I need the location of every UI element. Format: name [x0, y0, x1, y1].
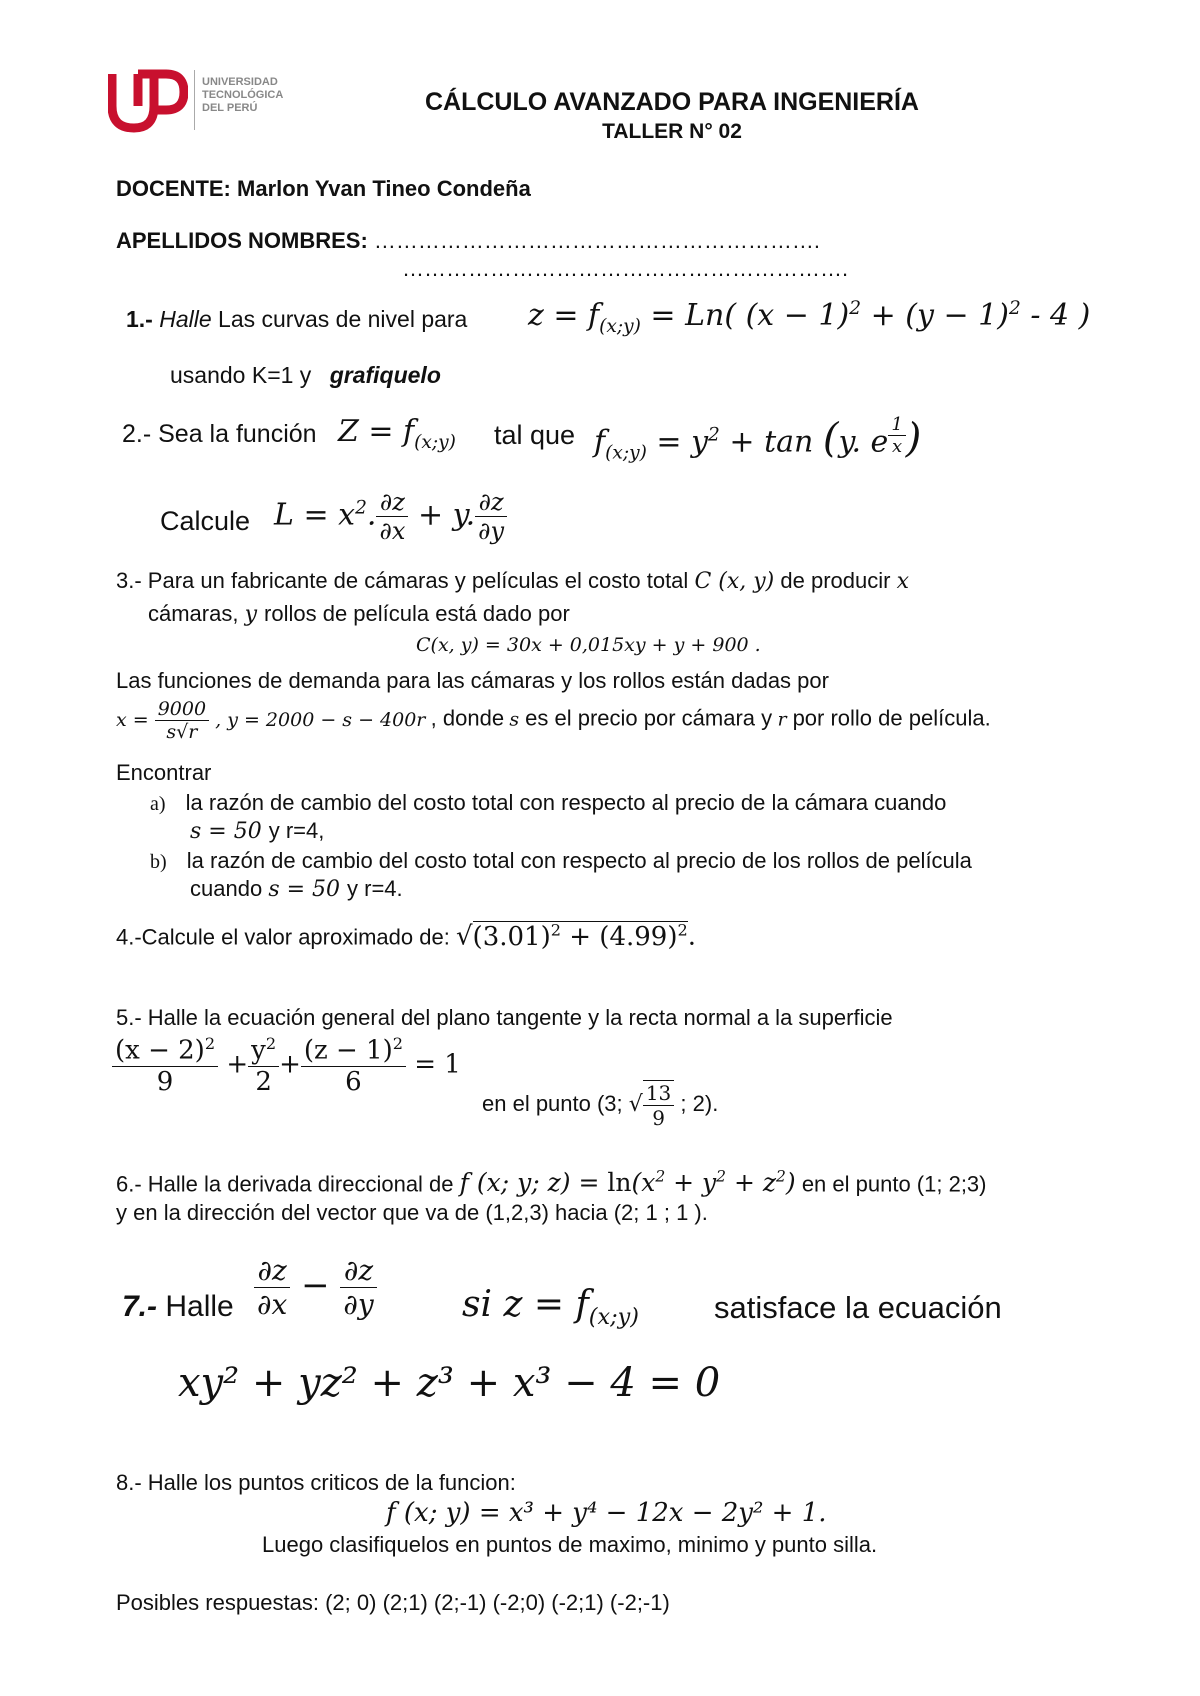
problem-3-donde-rest: es el precio por cámara y — [525, 705, 773, 731]
problem-7-number: 7.- — [122, 1290, 158, 1323]
problem-3-a — [150, 790, 946, 816]
problem-3-b-text: la razón de cambio del costo total con respecto al precio de los rollos de película — [186, 848, 972, 873]
problem-7 — [122, 1290, 234, 1324]
problem-7-halle: Halle — [165, 1290, 234, 1323]
apellidos-dots-1: ……………………………………………………. — [373, 228, 821, 253]
logo-text-line-3: DEL PERÚ — [202, 102, 258, 114]
problem-6-punto: en el punto (1; 2;3) — [801, 1171, 987, 1197]
problem-3-s-var: s — [509, 708, 526, 731]
problem-3-cost-formula: C(x, y) = 30x + 0,015xy + y + 900 . — [416, 634, 761, 656]
apellidos-line — [116, 228, 820, 254]
problem-7-derivatives: $\frac{\partial z}{\partial x}$ − $\frac{\partial z}{\partial y}$ — [254, 1254, 377, 1321]
problem-6-line1 — [116, 1168, 987, 1197]
problem-3-line1-end: de producir — [780, 568, 891, 593]
problem-4-text: 4.-Calcule el valor aproximado de: — [116, 924, 450, 950]
problem-6-text: 6.- Halle la derivada direccional de — [116, 1171, 454, 1197]
problem-1 — [126, 306, 467, 333]
problem-1-usando: usando K=1 y — [170, 362, 312, 388]
problem-2-calcule: Calcule — [160, 506, 251, 536]
problem-3-x-demand: x = $\frac{9000}{s√r}$ , y = 2000 − s − 400r — [116, 698, 426, 743]
problem-3-a-label: a) — [150, 793, 166, 815]
problem-3-donde: , donde — [430, 705, 505, 731]
docente-label: DOCENTE: — [116, 176, 231, 201]
problem-3-cost-symbol: C (x, y) — [694, 569, 775, 594]
problem-1-line2 — [170, 362, 441, 389]
problem-5-punto: en el punto (3; — [482, 1091, 623, 1116]
problem-5-surface: $\frac{(x - 2)^2}{9}$ + $\frac{y^2}{2}$ + $\frac{(z - 1)^2}{6}$ = 1 — [112, 1034, 461, 1097]
problem-2-tal-que: tal que — [494, 420, 576, 450]
problem-3-encontrar: Encontrar — [116, 760, 212, 785]
problem-7-si: si $z = f_{(x;y)}$ — [462, 1284, 639, 1331]
problem-3-rollos: rollos de película está dado por — [264, 601, 570, 626]
logo-text — [202, 76, 283, 115]
problem-6-formula: f (x; y; $z) = \ln(x^2 + y^2 + z^2)$ — [459, 1168, 796, 1198]
problem-5-text: 5.- Halle la ecuación general del plano tangente y la recta normal a la superficie — [116, 1005, 893, 1030]
problem-3-b-cond-text: y r=4. — [347, 876, 403, 901]
problem-4-formula: $√(3.01)^2 + (4.99)^2$. — [455, 920, 696, 952]
problem-3-a-text: la razón de cambio del costo total con respecto al precio de la cámara cuando — [185, 790, 947, 815]
problem-3-b — [150, 848, 972, 874]
problem-1-number: 1.- — [126, 306, 153, 332]
problem-2-text: 2.- Sea la función — [122, 420, 317, 448]
problem-3-demand-text: Las funciones de demanda para las cámaras y los rollos están dadas por — [116, 668, 829, 693]
problem-3-a-cond-text: y r=4, — [268, 818, 325, 843]
problem-3-line2 — [148, 601, 570, 627]
problem-3-a-s-value: s = 50 — [190, 819, 269, 844]
problem-3-b-condition — [190, 876, 403, 902]
problem-3-line1 — [116, 568, 909, 594]
problem-8-line2: Luego clasifiquelos en puntos de maximo, minimo y punto silla. — [262, 1532, 878, 1557]
problem-4 — [116, 920, 696, 952]
logo-text-line-2: TECNOLÓGICA — [202, 89, 284, 101]
problem-1-text: Las curvas de nivel para — [218, 306, 468, 332]
problem-2-formula: $f_{(x;y)} = y^2 + \tan (y$. e $^{\frac{1}{x}}$ ) — [594, 414, 922, 464]
problem-1-grafiquelo: grafiquelo — [329, 362, 441, 388]
logo-divider — [194, 70, 195, 130]
apellidos-label: APELLIDOS NOMBRES: — [116, 228, 368, 253]
possible-answers: Posibles respuestas: (2; 0) (2;1) (2;-1) (-2;0) (-2;1) (-2;-1) — [116, 1590, 670, 1615]
problem-3-donde-end: por rollo de película. — [792, 705, 991, 731]
problem-3-a-condition — [190, 818, 324, 844]
problem-5-punto-end: ; 2). — [680, 1091, 719, 1116]
problem-3-b-cuando: cuando — [190, 876, 263, 901]
docente-line — [116, 176, 531, 202]
problem-1-formula: $z = f_{(x;y)} = Ln$( $(x - 1)^2 + (y - 1)^2 - 4$ ) — [528, 298, 1091, 337]
problem-3-demand-formulas — [116, 698, 991, 743]
problem-3-b-label: b) — [150, 851, 167, 873]
problem-2-L-formula: $L = x^2$. $\frac{\partial z}{\partial x}$ + y. $\frac{\partial z}{\partial y}$ — [274, 488, 507, 545]
problem-3-y-var: y — [244, 602, 265, 627]
problem-2-formula-z: $Z = f_{(x;y)}$ — [338, 414, 456, 453]
problem-3-x-var: x — [896, 569, 910, 594]
problem-3-r-var: r — [777, 708, 793, 731]
problem-2 — [122, 420, 317, 449]
docente-name: Marlon Yvan Tineo Condeña — [237, 176, 531, 201]
utp-logo-mark — [108, 66, 188, 136]
problem-7-equation: xy² + yz² + z³ + x³ − 4 = 0 — [178, 1360, 721, 1406]
utp-logo — [108, 66, 288, 136]
problem-3-line1-text: 3.- Para un fabricante de cámaras y películas el costo total — [116, 568, 689, 593]
problem-3-b-s-value: s = 50 — [268, 877, 348, 902]
problem-5-sqrt: √ $\frac{13}{9}$ — [629, 1092, 674, 1117]
problem-3-camaras: cámaras, — [148, 601, 239, 626]
document-title: CÁLCULO AVANZADO PARA INGENIERÍA — [425, 88, 919, 116]
problem-7-si-word: si — [462, 1284, 492, 1325]
problem-1-halle: Halle — [159, 306, 212, 332]
logo-text-line-1: UNIVERSIDAD — [202, 76, 278, 88]
problem-8-text: 8.- Halle los puntos criticos de la funcion: — [116, 1470, 516, 1495]
problem-8-formula: f (x; y) = x³ + y⁴ − 12x − 2y² + 1. — [386, 1498, 827, 1528]
apellidos-dots-2: ……………………………………………………. — [402, 256, 849, 281]
problem-7-satisface: satisface la ecuación — [714, 1290, 1002, 1325]
problem-5-point — [482, 1080, 718, 1130]
problem-6-line2: y en la dirección del vector que va de (1,2,3) hacia (2; 1 ; 1 ). — [116, 1200, 708, 1225]
document-subtitle: TALLER N° 02 — [602, 120, 742, 143]
